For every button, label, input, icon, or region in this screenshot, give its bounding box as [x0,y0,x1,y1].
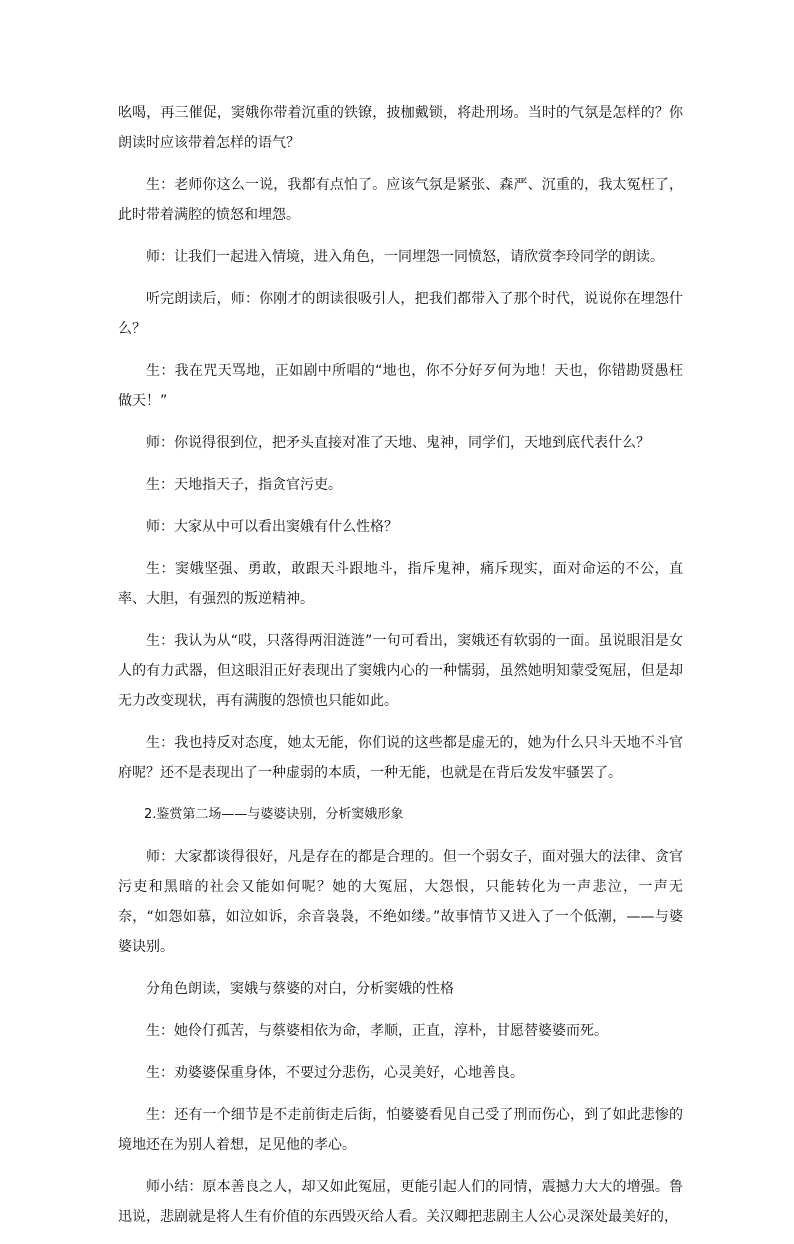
paragraph: 师：大家都谈得很好，凡是存在的都是合理的。但一个弱女子，面对强大的法律、贪官污吏和黑暗的社会又能如何呢？她的大冤屈，大怨恨，只能转化为一声悲泣，一声无奈，“如怨如慕，如泣如诉，余音袅袅，不绝如缕。”故事情节又进入了一个低潮，——与婆婆诀别。 [118,849,683,955]
paragraph: 听完朗读后，师：你刚才的朗读很吸引人，把我们都带入了那个时代，说说你在埋怨什么？ [118,291,683,337]
paragraph: 师：你说得很到位，把矛头直接对准了天地、鬼神，同学们，天地到底代表什么？ [146,435,650,451]
paragraph: 生：我认为从“哎，只落得两泪涟涟”一句可看出，窦娥还有软弱的一面。虽说眼泪是女人的有力武器，但这眼泪正好表现出了窦娥内心的一种懦弱，虽然她明知蒙受冤屈，但是却无力改变现状，再有满腹的怨愤也只能如此。 [118,633,683,709]
paragraph: 生：我在咒天骂地，正如剧中所唱的“地也，你不分好歹何为地！天也，你错勘贤愚枉做天！” [118,363,683,409]
document-body [118,98,683,1244]
paragraph: 生：天地指天子，指贪官污吏。 [146,477,342,493]
paragraph: 生：她伶仃孤苦，与蔡婆相依为命，孝顺，正直，淳朴，甘愿替婆婆而死。 [146,1023,608,1039]
paragraph: 吆喝，再三催促，窦娥你带着沉重的铁镣，披枷戴锁，将赴刑场。当时的气氛是怎样的？你朗读时应该带着怎样的语气？ [118,105,683,151]
paragraph: 师：大家从中可以看出窦娥有什么性格？ [146,519,398,535]
paragraph: 生：窦娥坚强、勇敢，敢跟天斗跟地斗，指斥鬼神，痛斥现实，面对命运的不公，直率、大胆，有强烈的叛逆精神。 [118,561,683,607]
paragraph: 生：劝婆婆保重身体，不要过分悲伤，心灵美好，心地善良。 [146,1065,524,1081]
paragraph: 师小结：原本善良之人，却又如此冤屈，更能引起人们的同情，震撼力大大的增强。鲁迅说，悲剧就是将人生有价值的东西毁灭给人看。关汉卿把悲剧主人公心灵深处最美好的， [118,1179,683,1225]
paragraph: 生：还有一个细节是不走前街走后街，怕婆婆看见自己受了刑而伤心，到了如此悲惨的境地还在为别人着想，足见他的孝心。 [118,1107,683,1153]
paragraph: 师：让我们一起进入情境，进入角色，一同埋怨一同愤怒，请欣赏李玲同学的朗读。 [146,249,664,265]
section-heading: 2.鉴赏第二场——与婆婆诀别，分析窦娥形象 [144,807,404,822]
paragraph: 分角色朗读，窦娥与蔡婆的对白，分析窦娥的性格 [146,981,454,997]
paragraph: 生：老师你这么一说，我都有点怕了。应该气氛是紧张、森严、沉重的，我太冤枉了，此时带着满腔的愤怒和埋怨。 [118,177,683,223]
paragraph: 生：我也持反对态度，她太无能，你们说的这些都是虚无的，她为什么只斗天地不斗官府呢？还不是表现出了一种虚弱的本质，一种无能，也就是在背后发发牢骚罢了。 [118,735,683,781]
